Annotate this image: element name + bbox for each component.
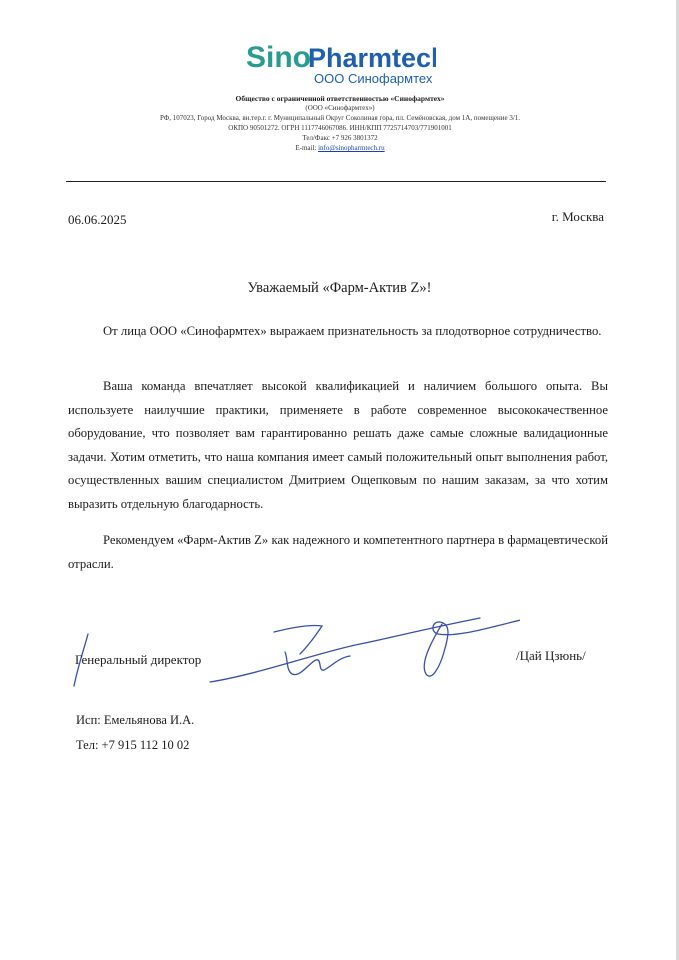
org-short-name: (ООО «Синофармтех») [305, 104, 375, 112]
paragraph-text: Ваша команда впечатляет высокой квалификацией и наличием большого опыта. Вы используете наилучшие практики, применяете в работе современное высококачественное оборудование, что позволяет вам гарантированно решать даже самые сложные валидационные задачи. Хотим отметить, что наша компания имеет самый положительный опыт выполнения работ, осуществленных вашим специалистом Дмитрием Ощепковым по нашим заказам, за что хотим выразить отдельную благодарность. [68, 379, 608, 511]
org-email-line [90, 144, 590, 152]
logo-pharmtech: Pharmtech [308, 43, 436, 73]
body-paragraph-3 [68, 529, 608, 576]
email-link[interactable]: info@sinopharmtech.ru [318, 144, 385, 152]
org-full-name: Общество с ограниченной ответственностью «Синофармтех» [235, 94, 445, 103]
email-label: E-mail: [295, 144, 319, 152]
org-address: РФ, 107023, Город Москва, вн.тер.г. г. Муниципальный Округ Соколиная гора, пл. Семёновская, дом 1А, помещение 3/1. [159, 114, 521, 122]
executor-line: Исп: Емельянова И.А. [76, 713, 195, 727]
paragraph-text: Рекомендуем «Фарм-Актив Z» как надежного и компетентного партнера в фармацевтической отрасли. [68, 533, 608, 571]
org-telfax: Тел/Факс +7 926 3801372 [302, 134, 378, 142]
letter-city: г. Москва [551, 209, 604, 224]
company-logo [246, 36, 436, 88]
header-divider [66, 181, 606, 182]
body-paragraph-1 [68, 320, 608, 344]
letter-date: 06.06.2025 [68, 212, 127, 227]
paragraph-text: От лица ООО «Синофармтех» выражаем признательность за плодотворное сотрудничество. [103, 324, 602, 338]
signatory-name: /Цай Цзюнь/ [516, 648, 586, 663]
body-paragraph-2 [68, 375, 608, 516]
org-registry: ОКПО 90501272. ОГРН 1117746067086. ИНН/КПП 7725714703/771901001 [228, 124, 452, 132]
signatory-title: Генеральный директор [75, 652, 202, 667]
logo-sino: Sino [246, 41, 311, 74]
logo-subtitle: ООО Синофармтех [314, 71, 433, 86]
executor-phone: Тел: +7 915 112 10 02 [76, 738, 190, 752]
greeting: Уважаемый «Фарм-Актив Z»! [247, 280, 432, 296]
